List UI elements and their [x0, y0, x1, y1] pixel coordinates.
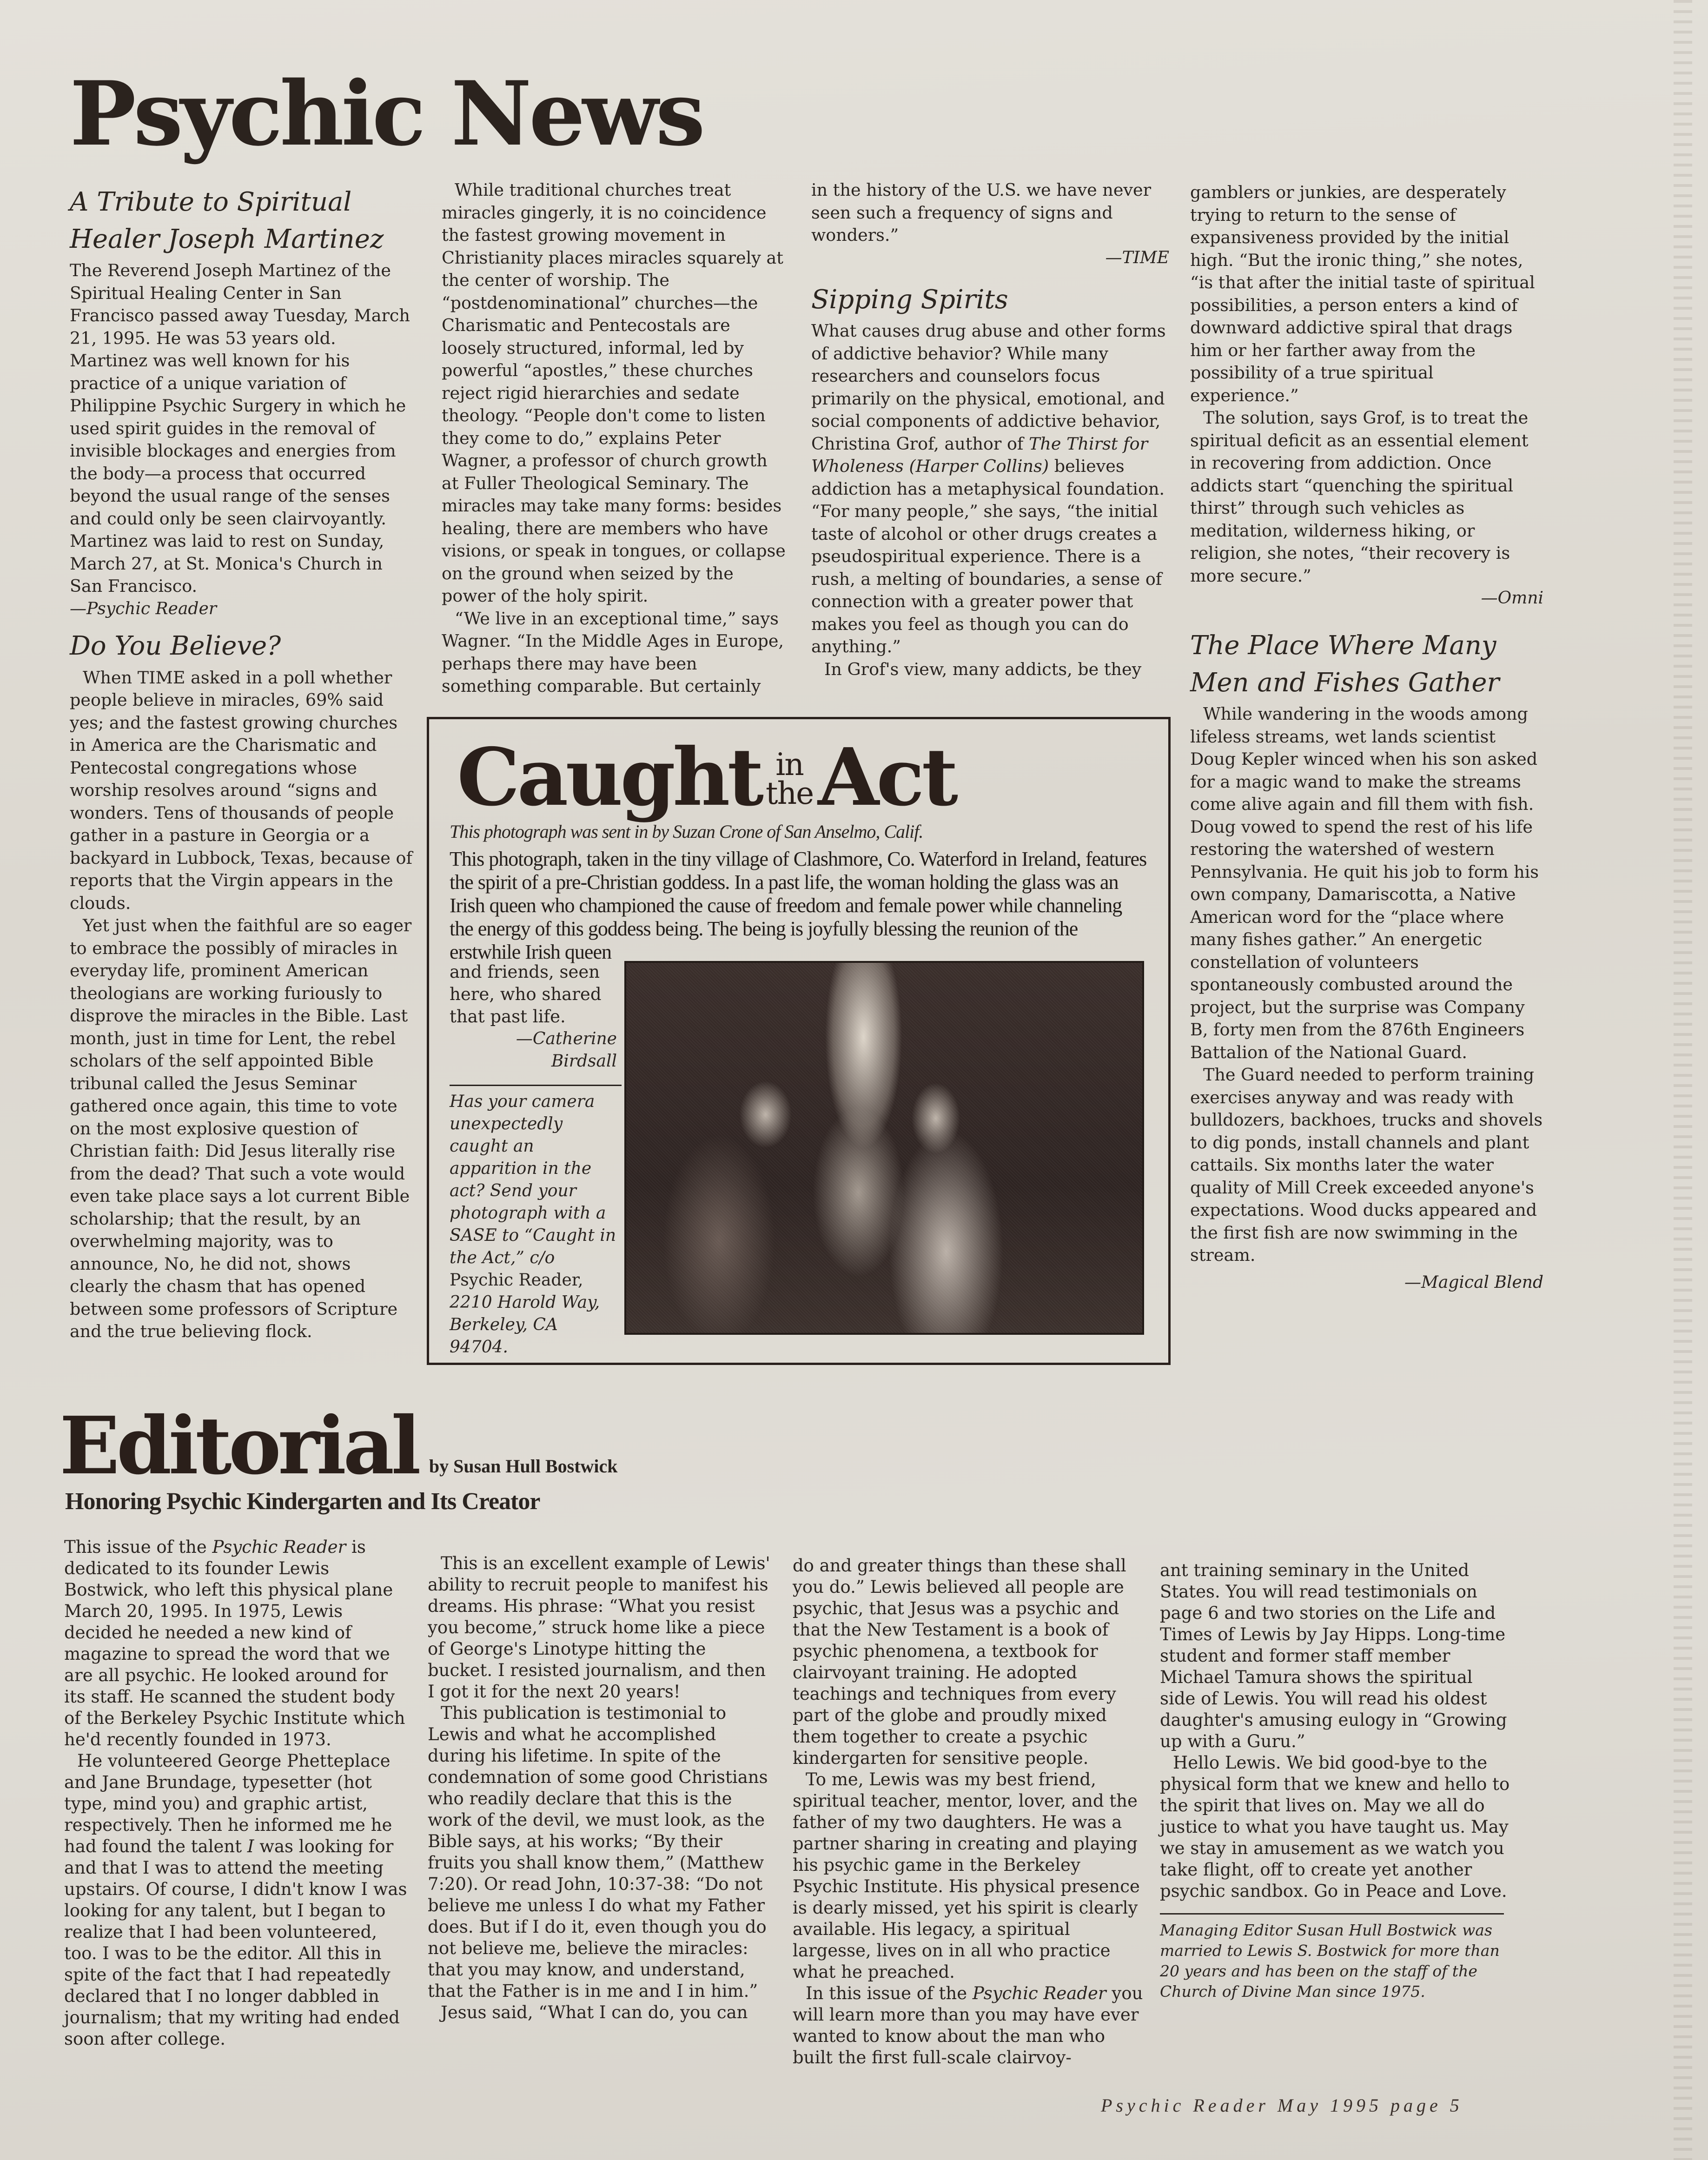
paragraph: gamblers or junkies, are desperately trying to return to the sense of expansiveness provided by the initial high. “But the ironic thing,” she notes, “is that after the initial taste of spiritual possibilities, a person enters a kind of downward addictive spiral that drags him or her farther away from the possibility of a true spiritual experience.” — [1190, 182, 1535, 405]
headline-martinez — [70, 184, 414, 258]
paragraph: In Grof's view, many addicts, be they — [824, 659, 1142, 679]
editorial-column-1 — [64, 1537, 408, 2050]
credit-line: Birdsall — [551, 1052, 617, 1071]
editor-note: Managing Editor Susan Hull Bostwick was married to Lewis S. Bostwick for more than 20 years and has been on the staff of the Church of Divine Man since 1975. — [1160, 1921, 1500, 2001]
article-body — [70, 667, 414, 1343]
caught-title — [457, 731, 956, 824]
photo-grain — [626, 963, 1142, 1333]
book-title: The Thirst for Wholeness (Harper Collins) — [811, 433, 1148, 477]
paragraph: do and greater things than these shall you do.” Lewis believed all people are psychic, that Jesus was a psychic and that the New Testament is a book of psychic phenomena, a textbook for clairvoyant training. He adopted teachings and techniques from every part of the globe and proudly mixed them together to create a psychic kindergarten for sensitive people. — [793, 1556, 1126, 1768]
publication-name: Psychic Reader — [212, 1537, 346, 1557]
paragraph-text: believes addiction has a metaphysical foundation. “For many people,” she says, “the initial taste of alcohol or other drugs creates a pseudospiritual experience. There is a rush, a melting of boundaries, a sense of connection with a greater power that makes you feel as though you can do anything.” — [811, 456, 1165, 657]
paragraph-text: is dedicated to its founder Lewis Bostwick, who left this physical plane March 20, 1995. In 1975, Lewis decided he needed a new kind of magazine to spread the word that we are all psychic. He looked around for its staff. He scanned the student body of the Berkeley Psychic Institute which he'd recently founded in 1973. — [64, 1537, 405, 1749]
article-body — [442, 179, 788, 698]
editorial-column-3 — [793, 1555, 1146, 2068]
article-body — [1190, 703, 1543, 1267]
title-word: in — [775, 746, 803, 782]
caught-sidebar — [450, 961, 617, 1358]
paragraph-text: In this issue of the — [806, 1983, 973, 2003]
title-word: Act — [818, 731, 956, 824]
editorial-column-4 — [1160, 1560, 1513, 2002]
divider — [450, 1085, 622, 1086]
article-do-you-believe — [70, 628, 414, 1343]
paragraph: The Guard needed to perform training exercises anyway and was ready with bulldozers, backhoes, trucks and shovels to dig ponds, install channels and plant cattails. Six months later the water quality of Mill Creek exceeded anyone's expectations. Wood ducks appeared and the first fish are now swimming in the stream. — [1190, 1065, 1543, 1266]
apparition-photo — [624, 961, 1144, 1335]
article-body — [1190, 181, 1543, 587]
caught-in-the-act-box — [427, 717, 1171, 1365]
editorial-header — [60, 1399, 618, 1492]
credit: —Magical Blend — [1404, 1272, 1543, 1292]
paragraph: in the history of the U.S. we have never seen such a frequency of signs and wonders.” — [811, 180, 1152, 245]
page-footer: Psychic Reader May 1995 page 5 — [1101, 2095, 1463, 2116]
headline-line: Healer Joseph Martinez — [70, 224, 384, 254]
article-column-4 — [1190, 181, 1543, 1294]
invite-text: Has your camera unexpectedly caught an apparition in the act? Send your photograph with a SASE to “Caught in the Act,” c/o — [450, 1092, 616, 1267]
caught-subtitle: This photograph was sent in by Suzan Crone of San Anselmo, Calif. — [450, 821, 923, 842]
title-stack — [766, 746, 814, 812]
paragraph-text: He volunteered George Phetteplace and Jane Brundage, typesetter (hot type, mind you) and graphic artist, respectively. Then he informed me he had found the talent — [64, 1751, 392, 1856]
divider — [1160, 1913, 1504, 1915]
paragraph: “We live in an exceptional time,” says Wagner. “In the Middle Ages in Europe, perhaps there may have been something comparable. But certainly — [442, 608, 784, 696]
headline-believe: Do You Believe? — [70, 631, 281, 661]
editorial-byline: by Susan Hull Bostwick — [429, 1456, 618, 1477]
editorial-column-2 — [428, 1553, 772, 2023]
paragraph: The solution, says Grof, is to treat the spiritual deficit as an essential element in recovering from addiction. Once addicts start “quenching the spiritual thirst” through such vehicles as meditation, wilderness hiking, or religion, she notes, “their recovery is more secure.” — [1190, 408, 1529, 586]
paragraph: While traditional churches treat miracles gingerly, it is no coincidence the fastest growing movement in Christianity places miracles squarely at the center of worship. The “postdenominational” churches—the Charismatic and Pentecostals are loosely structured, informal, led by powerful “apostles,” these churches reject rigid hierarchies and sedate theology. “People don't come to listen they come to do,” explains Peter Wagner, a professor of church growth at Fuller Theological Seminary. The miracles may take many forms: besides healing, there are members who have visions, or speak in tongues, or collapse on the ground when seized by the power of the holy spirit. — [442, 180, 786, 606]
paragraph: The Reverend Joseph Martinez of the Spiritual Healing Center in San Francisco passed away Tuesday, March 21, 1995. He was 53 years old. Martinez was well known for his practice of a unique variation of Philippine Psychic Surgery in which he used spirit guides in the removal of invisible blockages and energies from the body—a process that occurred beyond the usual range of the senses and could only be seen clairvoyantly. Martinez was laid to rest on Sunday, March 27, at St. Monica's Church in San Francisco. — [70, 260, 410, 596]
caught-lead — [450, 848, 1147, 964]
editorial-subtitle: Honoring Psychic Kindergarten and Its Creator — [65, 1488, 540, 1515]
headline-line: A Tribute to Spiritual — [70, 187, 352, 217]
editorial-title: Editorial — [60, 1399, 418, 1492]
paragraph: Hello Lewis. We bid good-bye to the physical form that we knew and hello to the spirit that lives on. May we all do justice to what you have taught us. May we stay in amusement as we watch you take flight, off to create yet another psychic sandbox. Go in Peace and Love. — [1160, 1753, 1510, 1901]
article-martinez — [70, 184, 414, 620]
submission-invite — [450, 1091, 617, 1358]
article-column-3 — [811, 179, 1169, 681]
credit: —Omni — [1481, 589, 1543, 608]
headline-fishes — [1190, 627, 1543, 701]
paragraph: Yet just when the faithful are so eager to embrace the possibly of miracles in everyday life, prominent American theologians are working furiously to disprove the miracles in the Bible. Last month, just in time for Lent, the rebel scholars of the self appointed Bible tribunal called the Jesus Seminar gathered once again, this time to vote on the most explosive question of Christian faith: Did Jesus literally rise from the dead? That such a vote would even take place says a lot current Bible scholarship; that the result, by an overwhelming majority, was to announce, No, he did not, shows clearly the chasm that has opened between some professors of Scripture and the true believing flock. — [70, 915, 412, 1342]
paragraph-text: This issue of the — [64, 1537, 212, 1557]
title-word: Caught — [457, 731, 761, 824]
headline-sipping-spirits: Sipping Spirits — [811, 284, 1008, 315]
headline-line: Men and Fishes Gather — [1190, 667, 1500, 698]
paragraph: This is an excellent example of Lewis' ability to recruit people to manifest his dreams. His phrase: “What you resist you become,” struck home like a piece of George's Linotype hitting the bucket. I resisted journalism, and then I got it for the next 20 years! — [428, 1553, 770, 1702]
title-word: the — [766, 775, 814, 812]
credit — [450, 1028, 617, 1073]
publication-name: Psychic Reader — [972, 1983, 1106, 2003]
article-do-you-believe-continued — [442, 179, 788, 698]
paragraph: To me, Lewis was my best friend, spiritual teacher, mentor, lover, and the father of my two daughters. He was a partner sharing in creating and playing his psychic game in the Berkeley Psychic Institute. His physical presence is dearly missed, yet his spirit is clearly available. His legacy, a spiritual largesse, lives on in all who practice what he preached. — [793, 1769, 1140, 1982]
paragraph: Jesus said, “What I can do, you can — [441, 2002, 748, 2022]
section-title: Psychic News — [70, 62, 703, 166]
article-body — [811, 179, 1169, 247]
paragraph: When TIME asked in a poll whether people believe in miracles, 69% said yes; and the fastest growing churches in America are the Charismatic and Pentecostal congregations whose worship resolves around “signs and wonders. Tens of thousands of people gather in a pasture in Georgia or a backyard in Lubbock, Texas, because of reports that the Virgin appears in the clouds. — [70, 667, 412, 913]
article-body — [70, 259, 414, 598]
credit: —Psychic Reader — [70, 599, 217, 618]
paragraph: ant training seminary in the United States. You will read testimonials on page 6 and two stories on the Life and Times of Lewis by Jay Hipps. Long-time student and former staff member Michael Tamura shows the spiritual side of Lewis. You will read his oldest daughter's amusing eulogy in “Growing up with a Guru.” — [1160, 1560, 1507, 1751]
emphasis: I — [247, 1836, 254, 1856]
paragraph: While wandering in the woods among lifeless streams, wet lands scientist Doug Kepler winced when his son asked for a magic wand to make the streams come alive again and fill them with fish. Doug vowed to spend the rest of his life restoring the watershed of western Pennsylvania. He quit his job to form his own company, Damariscotta, a Native American word for the “place where many fishes gather.” An energetic constellation of volunteers spontaneously combusted around the project, but the surprise was Company B, forty men from the 876th Engineers Battalion of the National Guard. — [1190, 704, 1539, 1062]
paragraph: This publication is testimonial to Lewis and what he accomplished during his lifetime. In spite of the condemnation of some good Christians who readily declare that this is the work of the devil, we must look, as the Bible says, at his works; “By their fruits you shall know them,” (Matthew 7:20). Or read John, 10:37-38: “Do not believe me unless I do what my Father does. But if I do it, even though you do not believe me, believe the miracles: that you may know, and understand, that the Father is in me and I in him.” — [428, 1703, 768, 2001]
paragraph-text: you will learn more than you may have ever wanted to know about the man who built the first full-scale clairvoy- — [793, 1983, 1143, 2067]
headline-line: The Place Where Many — [1190, 630, 1496, 661]
invite-publication: Psychic Reader, — [450, 1271, 583, 1290]
paragraph: and friends, seen here, who shared that past life. — [450, 962, 602, 1027]
credit-line: —Catherine — [516, 1029, 617, 1048]
credit: —TIME — [1105, 248, 1169, 267]
paragraph: This photograph, taken in the tiny village of Clashmore, Co. Waterford in Ireland, features the spirit of a pre-Christian goddess. In a past life, the woman holding the glass was an Irish queen who championed the cause of freedom and female power while channeling the energy of this goddess being. The being is joyfully blessing the reunion of the erstwhile Irish queen — [450, 848, 1147, 963]
article-body — [811, 320, 1169, 681]
paragraph-text: What causes drug abuse and other forms of addictive behavior? While many researchers and counselors focus primarily on the physical, emotional, and social components of addictive behavior, Christina Grof, author of — [811, 321, 1166, 454]
paragraph-text: was looking for and that I was to attend the meeting upstairs. Of course, I didn't know I was looking for any talent, but I began to realize that I had been volunteered, too. I was to be the editor. All this in spite of the fact that I had repeatedly declared that I no longer dabbled in journalism; that my writing had ended soon after college. — [64, 1836, 407, 2049]
page-perforation-edge — [1674, 0, 1692, 2160]
invite-address: 2210 Harold Way, Berkeley, CA 94704. — [450, 1293, 600, 1357]
